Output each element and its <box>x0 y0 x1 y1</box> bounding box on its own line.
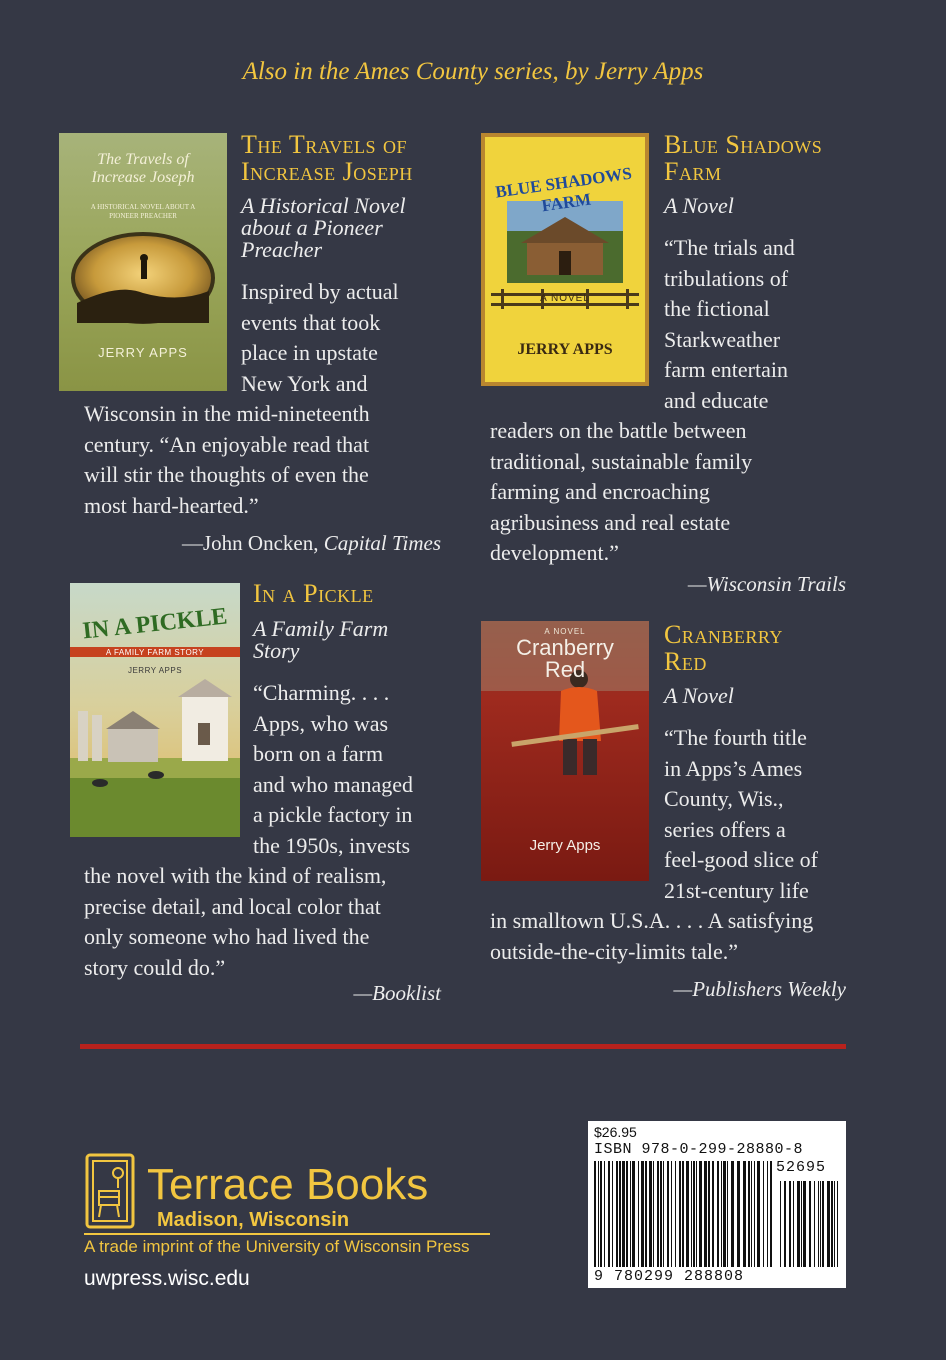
barcode-number: 9 780299 288808 <box>594 1268 745 1285</box>
book-description-travels-cont: Wisconsin in the mid-nineteenth century. “An enjoyable read that will stir the thoughts of even the most hard-hearted.” <box>84 401 370 518</box>
book-cover-pickle <box>70 583 240 837</box>
cover-author-travels: JERRY APPS <box>98 345 188 360</box>
barcode-price: $26.95 <box>594 1124 637 1140</box>
barcode-bars <box>594 1161 840 1269</box>
series-heading: Also in the Ames County series, by Jerry Apps <box>242 58 704 85</box>
book-cover-travels <box>59 133 227 391</box>
book-description-cranberry: “The fourth title in Apps’s Ames County, Wis., series offers a feel-good slice of 21st-century life <box>664 725 818 903</box>
cover-tagline-blue-shadows: A NOVEL <box>540 293 590 304</box>
cover-title-pickle: IN A PICKLE <box>81 603 229 645</box>
book-attribution-blue-shadows: —Wisconsin Trails <box>687 572 846 596</box>
book-attribution-pickle: —Booklist <box>353 981 441 1005</box>
book-cover-cranberry <box>481 621 649 881</box>
cover-title-travels: The Travels of Increase Joseph <box>91 151 195 186</box>
book-subtitle-pickle: A Family Farm Story <box>253 616 389 663</box>
publisher-underline <box>84 1233 490 1235</box>
book-description-pickle: “Charming. . . . Apps, who was born on a farm and who managed a pickle factory in the 1950s, invests <box>253 680 414 858</box>
book-title-cranberry: Cranberry Red <box>664 620 783 676</box>
terrace-books-logo-icon <box>85 1153 137 1229</box>
book-title-blue-shadows: Blue Shadows Farm <box>664 130 823 186</box>
cover-author-pickle: JERRY APPS <box>127 666 183 675</box>
publisher-imprint: A trade imprint of the University of Wisconsin Press <box>84 1237 470 1256</box>
book-description-cranberry-cont: in smalltown U.S.A. . . . A satisfying outside-the-city-limits tale.” <box>490 908 814 964</box>
book-attribution-cranberry: —Publishers Weekly <box>673 977 846 1001</box>
book-attribution-travels: —John Oncken, Capital Times <box>181 531 441 555</box>
publisher-location: Madison, Wisconsin <box>157 1209 350 1231</box>
cover-tagline-pickle: A FAMILY FARM STORY <box>105 648 205 657</box>
cover-author-blue-shadows: JERRY APPS <box>517 341 613 358</box>
barcode-isbn: ISBN 978-0-299-28880-8 <box>594 1141 804 1158</box>
book-cover-blue-shadows <box>481 133 649 386</box>
book-description-travels: Inspired by actual events that took place in upstate New York and <box>241 279 399 396</box>
cover-tagline-travels: A HISTORICAL NOVEL ABOUT A PIONEER PREACHER <box>90 203 196 220</box>
book-subtitle-blue-shadows: A Novel <box>664 193 734 218</box>
barcode-addon-number: 52695 <box>776 1159 827 1176</box>
barcode-label <box>588 1121 846 1288</box>
book-description-blue-shadows-cont: readers on the battle between traditional, sustainable family farming and encroaching agribusiness and real estate development.” <box>490 418 753 565</box>
divider-rule <box>80 1044 846 1049</box>
book-description-pickle-cont: the novel with the kind of realism, precise detail, and local color that only someone who had lived the story could do.” <box>84 863 387 980</box>
cover-title-blue-shadows: BLUE SHADOWS FARM <box>494 163 633 216</box>
cover-author-cranberry: Jerry Apps <box>529 837 601 854</box>
publisher-url[interactable]: uwpress.wisc.edu <box>84 1267 250 1290</box>
cover-title-cranberry: Cranberry Red <box>516 635 614 682</box>
book-subtitle-travels: A Historical Novel about a Pioneer Preacher <box>241 193 406 262</box>
publisher-name: Terrace Books <box>147 1160 429 1209</box>
cover-tagline-cranberry: A NOVEL <box>544 627 586 636</box>
book-title-pickle: In a Pickle <box>253 579 374 608</box>
book-subtitle-cranberry: A Novel <box>664 683 734 708</box>
book-description-blue-shadows: “The trials and tribulations of the fictional Starkweather farm entertain and educate <box>664 235 795 413</box>
book-title-travels: The Travels of Increase Joseph <box>241 130 413 186</box>
